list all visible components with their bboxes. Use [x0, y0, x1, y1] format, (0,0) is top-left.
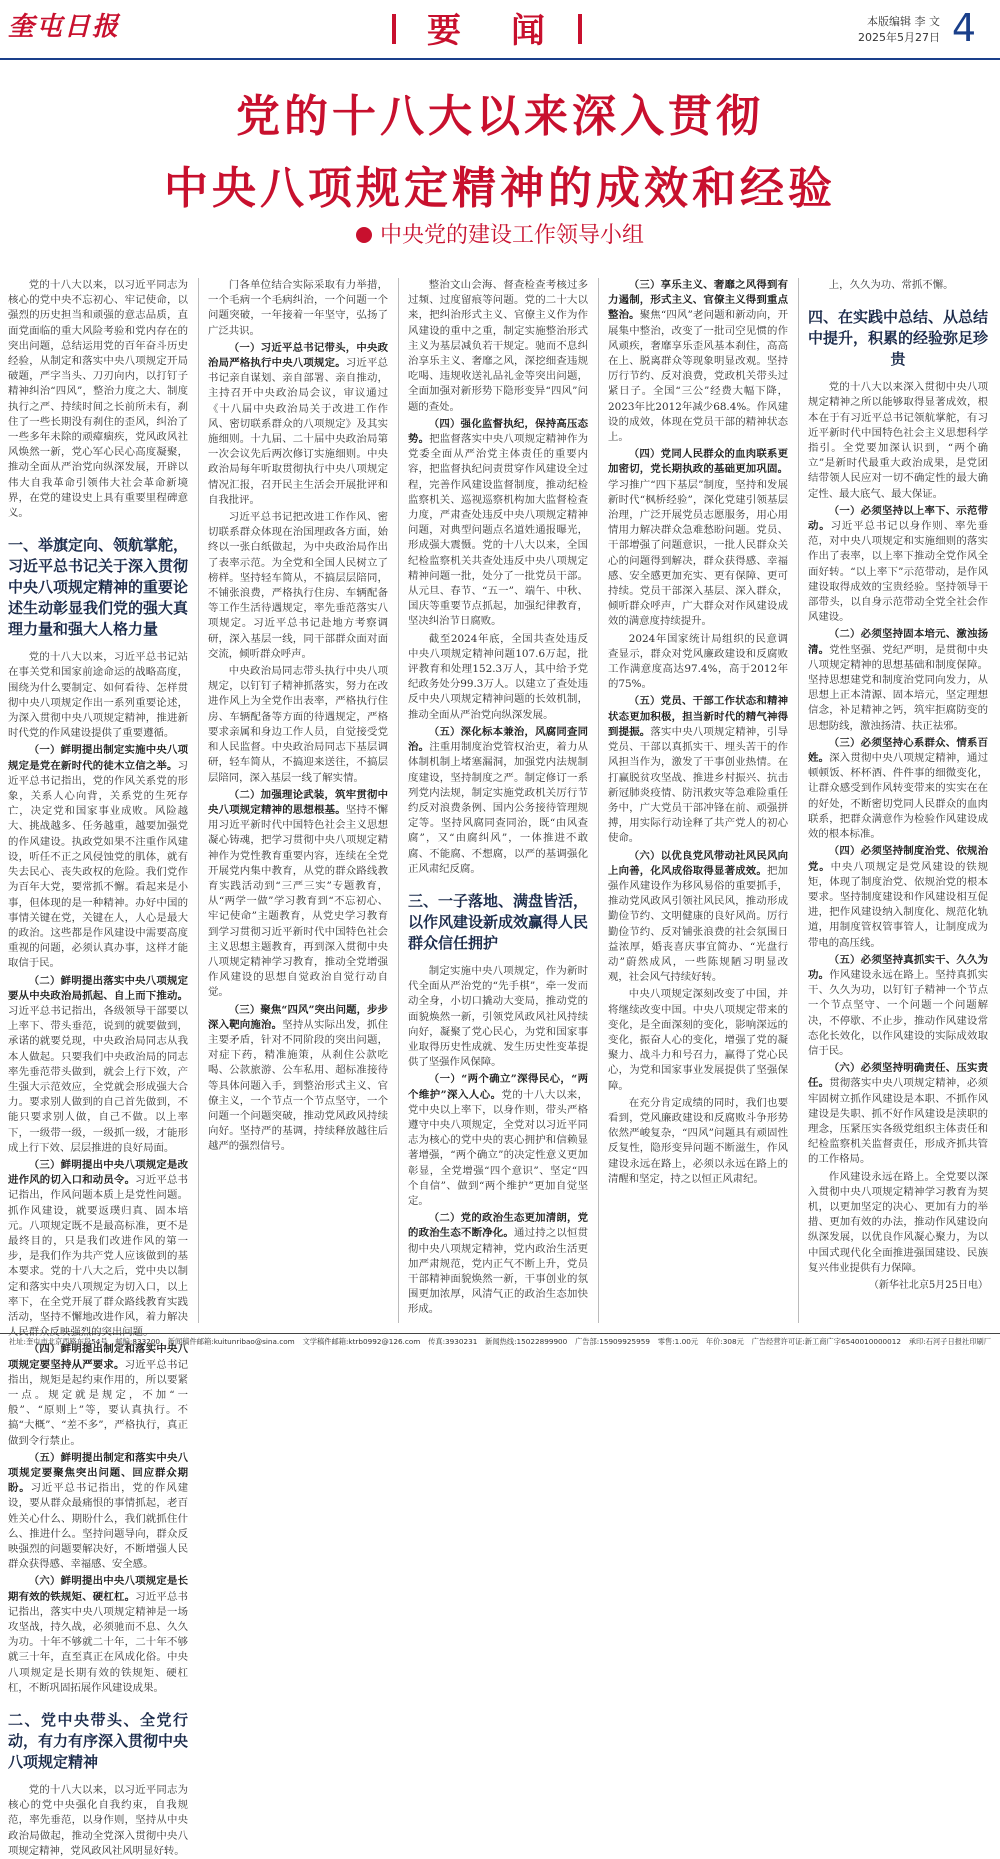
editor-info	[858, 14, 940, 46]
column-divider	[398, 278, 399, 1323]
footer-printer: 承印:石河子日报社印刷厂	[908, 1337, 991, 1346]
paragraph-text: 注重用制度治党管权治吏，着力从体制机制上堵塞漏洞，加强党内法规制度建设，坚持制度之严。制定修订一系列党内法规，制定实施党政机关厉行节约反对浪费条例、国内公务接待管理规定等。坚持风腐同查同治，既“由风查腐”，又“由腐纠风”，一体推进不敢腐、不能腐、不想腐，以严的基调强化正风肃纪反腐。	[408, 741, 589, 875]
section-rubric	[392, 4, 582, 50]
paragraph-text: 作风建设永远在路上。坚持真抓实干、久久为功，以钉钉子精神一个节点一个节点坚守、一个问题一个问题解决，不停歇、不止步，推动作风建设常态化长效化，以作风建设的实际成效取信于民。	[808, 968, 989, 1057]
news-agency-credit: （新华社北京5月25日电）	[868, 1279, 988, 1291]
footer	[0, 1337, 1000, 1359]
paragraph: 在充分肯定成绩的同时，我们也要看到，党风廉政建设和反腐败斗争形势依然严峻复杂，“四风”问题具有顽固性反复性，隐形变异问题不断滋生，作风建设永远在路上，必须以永远在路上的清醒和坚定，持之以恒正风肃纪。	[608, 1096, 788, 1185]
paragraph-text: 把监督落实中央八项规定精神作为党委全面从严治党主体责任的重要内容，把监督执纪问责贯穿作风建设全过程，完善作风建设监督制度，推动纪检监察机关、巡视巡察机构加大监督检查力度，严肃查处违反中央八项规定精神问题，对典型问题点名道姓通报曝光，形成强大震慑。党的十八大以来，全国纪检监察机关共查处违反中央八项规定精神问题一批，处分了一批党员干部。从元旦、春节、“五一”、端午、中秋、国庆等重要节点抓起，加强纪律教育，坚决纠治节日腐败。	[408, 433, 589, 628]
sub-heading: （五）必须坚持真抓实干、久久为功。	[808, 953, 988, 981]
footer-postcode: 邮编:833200	[115, 1337, 161, 1346]
paragraph	[8, 1158, 188, 1340]
masthead-rule	[0, 58, 1000, 60]
paragraph	[808, 953, 988, 1059]
paragraph-text: 学习推广“四下基层”制度，坚持和发展新时代“枫桥经验”，深化党建引领基层治理，广泛开展党员志愿服务，用心用情用力解决群众急难愁盼问题。党员、干部增强了问题意识，一批人民群众关心的问题得到解决，群众获得感、幸福感、安全感更加充实、更有保障、更可持续。党员干部深入基层、深入群众，倾听群众呼声，广大群众对作风建设成效的满意度持续提升。	[608, 478, 788, 628]
paragraph	[408, 1072, 588, 1209]
sub-heading: （四）党同人民群众的血肉联系更加密切，党长期执政的基础更加巩固。	[608, 448, 788, 476]
sub-heading: （三）鲜明提出中央八项规定是改进作风的切入口和动员令。	[8, 1158, 188, 1187]
column-divider	[798, 278, 799, 1323]
paragraph-text: 坚持从实际出发，抓住主要矛盾，针对不同阶段的突出问题，对症下药，精准施策，从刹住公款吃喝、公款旅游、公车私用、超标准接待等具体问题入手，到整治形式主义、官僚主义，一个节点一个节点坚守，一个问题一个问题突破，推动党风政风持续向好。坚持严的基调，持续释放越往后越严的强烈信号。	[208, 1018, 389, 1153]
paragraph-text: 习近平总书记亲自谋划、亲自部署、亲自推动，主持召开中央政治局会议，审议通过《十八届中央政治局关于改进工作作风、密切联系群众的八项规定》及其实施细则。十九届、二十届中央政治局第一次会议先后两次修订实施细则。中央政治局每年听取贯彻执行中央八项规定情况汇报，召开民主生活会开展批评和自我批评。	[208, 357, 389, 506]
paragraph: 截至2024年底，全国共查处违反中央八项规定精神问题107.6万起，批评教育和处理152.3万人，其中给予党纪政务处分99.3万人。以建立了查处违反中央八项规定精神问题的长效机制，推动全面从严治党向纵深发展。	[408, 632, 588, 721]
paragraph: 作风建设永远在路上。全党要以深入贯彻中央八项规定精神学习教育为契机，以更加坚定的决心、更加有力的举措、更加有效的办法，推动作风建设向纵深发展，以优良作风凝心聚力，为以中国式现代化全面推进强国建设、民族复兴伟业提供有力保障。	[808, 1170, 988, 1274]
rubric-bar-left	[392, 14, 396, 44]
column-2	[208, 278, 388, 1323]
paragraph: 上，久久为功、常抓不懈。	[828, 279, 954, 291]
paragraph-text: 深入贯彻中央八项规定精神，通过顿顿饭、杯杯酒、件件事的细微变化，让群众感受到作风转变带来的实实在在的好处，不断密切党同人民群众的血肉联系，把群众满意作为检验作风建设成效的根本标准。	[808, 752, 989, 841]
footer-hotline: 新闻热线:15022899900	[485, 1337, 568, 1346]
sub-heading: （四）强化监督执纪，保持高压态势。	[408, 417, 588, 446]
section-heading-4: 四、在实践中总结、从总结中提升，积累的经验弥足珍贵	[808, 308, 989, 369]
paragraph	[608, 849, 788, 986]
paragraph: 制定实施中央八项规定，作为新时代全面从严治党的“先手棋”，牵一发而动全身，小切口撬动大变局，推动党的面貌焕然一新，引领党风政风社风持续向好，凝聚了党心民心，为党和国家事业取得历史性成就、发生历史性变革提供了坚强作风保障。	[408, 964, 588, 1069]
column-divider	[598, 278, 599, 1323]
paragraph-text: 习近平总书记指出，党的作风建设，要从群众最痛恨的事情抓起，老百姓关心什么、期盼什么，我们就抓住什么、推进什么。坚持问题导向，群众反映强烈的问题要解决好，不断增强人民群众获得感、幸福感、安全感。	[8, 1482, 189, 1571]
paragraph: 党的十八大以来深入贯彻中央八项规定精神之所以能够取得显著成效，根本在于有习近平总书记领航掌舵，有习近平新时代中国特色社会主义思想科学指引。全党要加深认识到，“两个确立”是新时代最重大政治成果，是党团结带领人民应对一切不确定性的最大确定性、最大底气、最大保证。	[808, 381, 988, 500]
paragraph: 中央政治局同志带头执行中央八项规定，以钉钉子精神抓落实，努力在改进作风上为全党作出表率，严格执行住房、车辆配备等方面的待遇规定，严格要求亲属和身边工作人员，自觉接受党和人民监督。中央政治局同志下基层调研，轻车简从，不搞迎来送往，不搞层层陪同，深入基层一线了解实情。	[208, 665, 388, 784]
paragraph: 党的十八大以来，以习近平同志为核心的党中央强化自我约束，自我规范，率先垂范，以身作则，坚持从中央政治局做起，推动全党深入贯彻中央八项规定精神，党风政风社风明显好转。	[8, 1784, 188, 1857]
sub-heading: （一）“两个确立”深得民心，“两个维护”深入人心。	[408, 1073, 588, 1101]
paragraph: 党的十八大以来，习近平总书记站在事关党和国家前途命运的战略高度，围绕为什么要制定、如何看待、怎样贯彻中央八项规定作出一系列重要论述，为深入贯彻中央八项规定精神，推进新时代党的作风建设提供了重要遵循。	[8, 651, 188, 740]
paragraph	[808, 504, 988, 626]
column-3	[408, 278, 588, 1323]
paragraph	[8, 743, 188, 971]
column-5	[808, 278, 988, 1323]
footer-address: 社址:奎屯市北京西路东段54号	[9, 1337, 108, 1346]
sub-heading: （五）党员、干部工作状态和精神状态更加积极，担当新时代的精气神得到提振。	[608, 695, 788, 738]
paragraph-text: 贯彻落实中央八项规定精神，必须牢固树立抓作风建设是本职、不抓作风建设是失职、抓不好作风建设是渎职的理念，压紧压实各级党组织主体责任和纪检监察机关监督责任，形成齐抓共管的工作格局。	[808, 1077, 989, 1166]
footer-ad-license: 广告经营许可证:新工商广字6540010000012	[751, 1337, 902, 1346]
sub-heading: （一）鲜明提出制定实施中央八项规定是党在新时代的徒木立信之举。	[8, 744, 188, 772]
sub-heading: （三）聚焦“四风”突出问题，步步深入靶向施治。	[208, 1003, 388, 1031]
paragraph	[608, 447, 788, 629]
paragraph	[808, 844, 988, 950]
sub-heading: （二）必须坚持固本培元、激浊扬清。	[808, 628, 988, 656]
paragraph	[608, 278, 788, 445]
paragraph-text: 把加强作风建设作为移风易俗的重要抓手，推动党风政风引领社风民风，推动形成勤俭节约、文明健康的良好风尚。厉行勤俭节约、反对铺张浪费的社会氛围日益浓厚，婚丧喜庆事宜简办、“光盘行动”蔚然成风，一些陈规陋习明显改观，社会风气持续好转。	[608, 864, 789, 984]
paragraph	[808, 736, 988, 842]
section-heading-3: 三、一子落地、满盘皆活，以作风建设新成效赢得人民群众信任拥护	[408, 891, 589, 952]
paragraph: 门各单位结合实际采取有力举措，一个毛病一个毛病纠治，一个问题一个问题突破，一年接着一年坚守，弘扬了广泛共识。	[208, 279, 388, 337]
paragraph-text: 习近平总书记指出，党的作风关系党的形象，关系人心向背，关系党的生死存亡，决定党和国家事业成败。风险越大、挑战越多、任务越重，越要加强党的作风建设。执政党如果不注重作风建设，听任不正之风侵蚀党的肌体，就有失去民心、丧失政权的危险。我们党作为百年大党，要常抓不懈。看起来是小事，但体现的是一种精神。办好中国的事情关键在党，关键在人，人心是最大的政治。这些都是作风建设中需要高度重视的问题，必须认真办事，这样才能取信于民。	[8, 759, 188, 970]
paragraph-text: 习近平总书记指出，规矩是起约束作用的，所以要紧一点。规定就是规定，不加“一般”、“原则上”等，要认真执行。不搞“大概”、“差不多”，严格执行，真正做到令行禁止。	[8, 1358, 189, 1447]
paragraph-text: 习近平总书记指出，各级领导干部要以上率下、带头垂范，说到的就要做到，承诺的就要兑现，中央政治局同志从我本人做起。只要我们中央政治局的同志率先垂范带头做到，就会上行下效，产生强大示范效应，全党就会形成强大合力。要求别人做到的自己首先做到，不能只要求别人做，自己不做。以上率下，一级带一级，一级抓一级，才能形成上行下效、层层推进的良好局面。	[8, 1004, 188, 1154]
sub-heading: （二）加强理论武装，筑牢贯彻中央八项规定精神的思想根基。	[208, 788, 388, 816]
paragraph	[808, 1061, 988, 1167]
sub-heading: （三）享乐主义、奢靡之风得到有力遏制，形式主义、官僚主义得到重点整治。	[608, 279, 788, 322]
byline	[0, 218, 1000, 249]
paragraph-text: 通过持之以恒贯彻中央八项规定精神，党内政治生活更加严肃规范，党内正气不断上升，党员干部精神面貌焕然一新，干事创业的氛围更加浓厚，风清气正的政治生态加快形成。	[408, 1227, 589, 1316]
footer-fax: 传真:3930231	[428, 1337, 478, 1346]
footer-annual-price: 年价:308元	[705, 1337, 744, 1346]
paragraph-text: 习近平总书记以身作则、率先垂范，对中央八项规定和实施细则的落实作出了表率，以上率下推动全党作风全面好转。“以上率下”示范带动，是作风建设取得成效的宝贵经验。坚持领导干部带头，以自身示范带动全党全社会作风建设。	[808, 520, 989, 624]
sub-heading: （六）以优良党风带动社风民风向上向善，化风成俗取得显著成效。	[608, 849, 788, 877]
column-divider	[198, 278, 199, 1323]
paragraph	[808, 627, 988, 733]
sub-heading: （二）党的政治生态更加清朗，党的政治生态不断净化。	[408, 1212, 588, 1240]
paragraph-text: 习近平总书记指出，落实中央八项规定精神是一场攻坚战，持久战，必须驰而不息、久久为功。十年不够就二十年，二十年不够就三十年，直至真正在风成化俗。中央八项规定是长期有效的铁规矩、硬杠杠，不断巩固拓展作风建设成果。	[8, 1590, 189, 1694]
paragraph: 整治文山会海、督查检查考核过多过频、过度留痕等问题。党的二十大以来，把纠治形式主义、官僚主义作为作风建设的重中之重，制定实施整治形式主义为基层减负若干规定。驰而不息纠治享乐主义、奢靡之风，深挖细查违规吃喝、违规收送礼品礼金等突出问题，全面加强对新形势下隐形变异“四风”问题的查处。	[408, 279, 588, 413]
paragraph: 2024年国家统计局组织的民意调查显示，群众对党风廉政建设和反腐败工作满意度高达97.4%，高于2012年的75%。	[608, 632, 788, 691]
page-number: 4	[951, 6, 976, 50]
paragraph-text: 落实中央八项规定精神，引导党员、干部以真抓实干、埋头苦干的作风担当作为，激发了干事创业热情。在打赢脱贫攻坚战、推进乡村振兴、抗击新冠肺炎疫情、防汛救灾等急难险重任务中，广大党员干部冲锋在前、顽强拼搏，用实际行动诠释了共产党人的初心使命。	[608, 725, 789, 845]
paragraph	[408, 1211, 588, 1317]
sub-heading: （五）深化标本兼治，风腐同查同治。	[408, 725, 588, 754]
sub-heading: （一）必须坚持以上率下、示范带动。	[808, 504, 988, 533]
column-4	[608, 278, 788, 1323]
paragraph-text: 党的十八大以来，党中央以上率下，以身作则，带头严格遵守中央八项规定，全党对以习近平同志为核心的党中央的衷心拥护和信赖显著增强，“两个确立”的决定性意义更加彰显，全党增强“四个意识”、坚定“四个自信”、做到“两个维护”更加自觉坚定。	[408, 1088, 589, 1207]
sub-heading: （六）必须坚持明确责任、压实责任。	[808, 1062, 988, 1090]
sub-heading: （六）鲜明提出中央八项规定是长期有效的铁规矩、硬杠杠。	[8, 1575, 188, 1603]
editor-name: 本版编辑 李 文	[867, 15, 940, 28]
footer-ad-dept: 广告部:15909925959	[575, 1337, 650, 1346]
paragraph	[408, 417, 588, 630]
paragraph	[608, 694, 788, 846]
footer-literary-email: 文学稿件邮箱:ktrb0992@126.com	[302, 1337, 421, 1346]
section-heading-1: 一、举旗定向、领航掌舵，习近平总书记关于深入贯彻中央八项规定精神的重要论述生动彰显我们党的强大真理力量和强大人格力量	[8, 536, 189, 639]
footer-news-email: 新闻稿件邮箱:kuitunribao@sina.com	[167, 1337, 295, 1346]
section-heading-2: 二、党中央带头、全党行动，有力有序深入贯彻中央八项规定精神	[8, 1711, 189, 1772]
issue-date: 2025年5月27日	[858, 31, 940, 44]
paragraph: 习近平总书记把改进工作作风、密切联系群众体现在治国理政各方面，始终以一张白纸做起，为中央政治局作出了表率示范。为全党和全国人民树立了榜样。坚持轻车简从，不搞层层陪同，不铺张浪费，严格执行住房、车辆配备等工作生活待遇规定，率先垂范落实八项规定。习近平总书记赴地方考察调研，深入基层一线，同干部群众面对面交流，倾听群众呼声。	[208, 511, 388, 660]
paragraph-text: 坚持不懈用习近平新时代中国特色社会主义思想凝心铸魂，把学习贯彻中央八项规定精神作为党性教育重要内容，连续在全党开展党内集中教育，从党的群众路线教育实践活动到“三严三实”专题教育，从“两学一做”学习教育到“不忘初心、牢记使命”主题教育，从党史学习教育到学习贯彻习近平新时代中国特色社会主义思想主题教育，再到深入贯彻中央八项规定精神学习教育，推动全党增强作风建设的思想自觉政治自觉行动自觉。	[208, 803, 389, 999]
rubric-bar-right	[578, 14, 582, 44]
rubric-char-2: 闻	[511, 10, 547, 51]
footer-retail-price: 零售:1.00元	[657, 1337, 699, 1346]
sub-heading: （四）鲜明提出制定和落实中央八项规定要坚持从严要求。	[8, 1343, 188, 1371]
newspaper-logo: 奎屯日报	[8, 12, 121, 42]
sub-heading: （四）必须坚持制度治党、依规治党。	[808, 845, 988, 873]
paragraph-text: 中央八项规定是党风建设的铁规矩，体现了制度治党、依规治党的根本要求。坚持制度建设和作风建设相互促进，把作风建设纳入制度化、规范化轨道，用制度管权管事管人，让制度成为带电的高压线。	[808, 860, 989, 949]
byline-dot-icon	[356, 227, 372, 243]
paragraph	[8, 1574, 188, 1696]
footer-rule	[0, 1333, 1000, 1334]
paragraph	[8, 1451, 188, 1573]
masthead	[0, 0, 1000, 58]
headline-line-2: 中央八项规定精神的成效和经验	[164, 163, 836, 214]
paragraph-text: 习近平总书记指出，作风问题本质上是党性问题。抓作风建设，就要返璞归真、固本培元。八项规定既不是最高标准，更不是最终目的，只是我们改进作风的第一步，是我们作为共产党人应该做到的基本要求。党的十八大之后，党中央以制定和落实中央八项规定为切入口，以上率下，在全党开展了群众路线教育实践活动，坚持不懈地改进作风，着力解决	[8, 1174, 189, 1323]
headline-line-1: 党的十八大以来深入贯彻	[236, 91, 764, 142]
byline-text: 中央党的建设工作领导小组	[379, 223, 644, 248]
paragraph	[208, 1003, 388, 1155]
paragraph-text: 聚焦“四风”老问题和新动向，开展集中整治，改变了一批司空见惯的作风顽疾，奢靡享乐歪风基本刹住，高高在上、脱离群众等现象明显改观。坚持厉行节约、反对浪费，党政机关带头过紧日子。全国“三公”经费大幅下降，2023年比2012年减少68.4%。作风建设的成效，体现在党员干部的精神状态上。	[608, 309, 789, 444]
paragraph-text: 党性坚强、党纪严明，是贯彻中央八项规定精神的思想基础和制度保障。坚持思想建党和制度治党同向发力，从思想上正本清源、固本培元，坚定理想信念，补足精神之钙，筑牢拒腐防变的思想防线，激浊扬清、扶正祛邪。	[808, 643, 989, 732]
sub-heading: （三）必须坚持心系群众、情系百姓。	[808, 736, 988, 765]
sub-heading: （二）鲜明提出落实中央八项规定要从中央政治局抓起、自上而下推动。	[8, 974, 188, 1002]
paragraph	[208, 788, 388, 1001]
sub-heading: （五）鲜明提出制定和落实中央八项规定要聚焦突出问题、回应群众期盼。	[8, 1451, 188, 1495]
rubric-char-1: 要	[427, 10, 463, 51]
paragraph: 中央八项规定深刻改变了中国，并将继续改变中国。中央八项规定带来的变化，是全面深刻的变化，影响深远的变化，振奋人心的变化，增强了党的凝聚力、战斗力和号召力，赢得了党心民心，为党和国家事业发展提供了坚强保障。	[608, 988, 788, 1092]
paragraph	[8, 974, 188, 1156]
paragraph: 党的十八大以来，以习近平同志为核心的党中央不忘初心、牢记使命，以强烈的历史担当和顽强的意志品质，直面党面临的重大风险考验和党内存在的突出问题，总结运用党的百年奋斗历史经验，从制定和落实中央八项规定开局破题，严字当头、刀刃向内，以打钉子精神纠治“四风”，整治力度之大、制度执行之严、持续时间之长前所未有，刹住了一些长期没有刹住的歪风，纠治了一些多年未除的顽瘴痼疾，党风政风社风焕然一新，党心军心民心高度凝聚，推动全面从严治党向纵深发展，开辟以伟大自我革命引领伟大社会革命新境界，在党的建设史上具有重要里程碑意义。	[8, 279, 188, 520]
paragraph	[408, 725, 588, 877]
paragraph	[208, 341, 388, 508]
sub-heading: （一）习近平总书记带头，中央政治局严格执行中央八项规定。	[208, 341, 388, 370]
